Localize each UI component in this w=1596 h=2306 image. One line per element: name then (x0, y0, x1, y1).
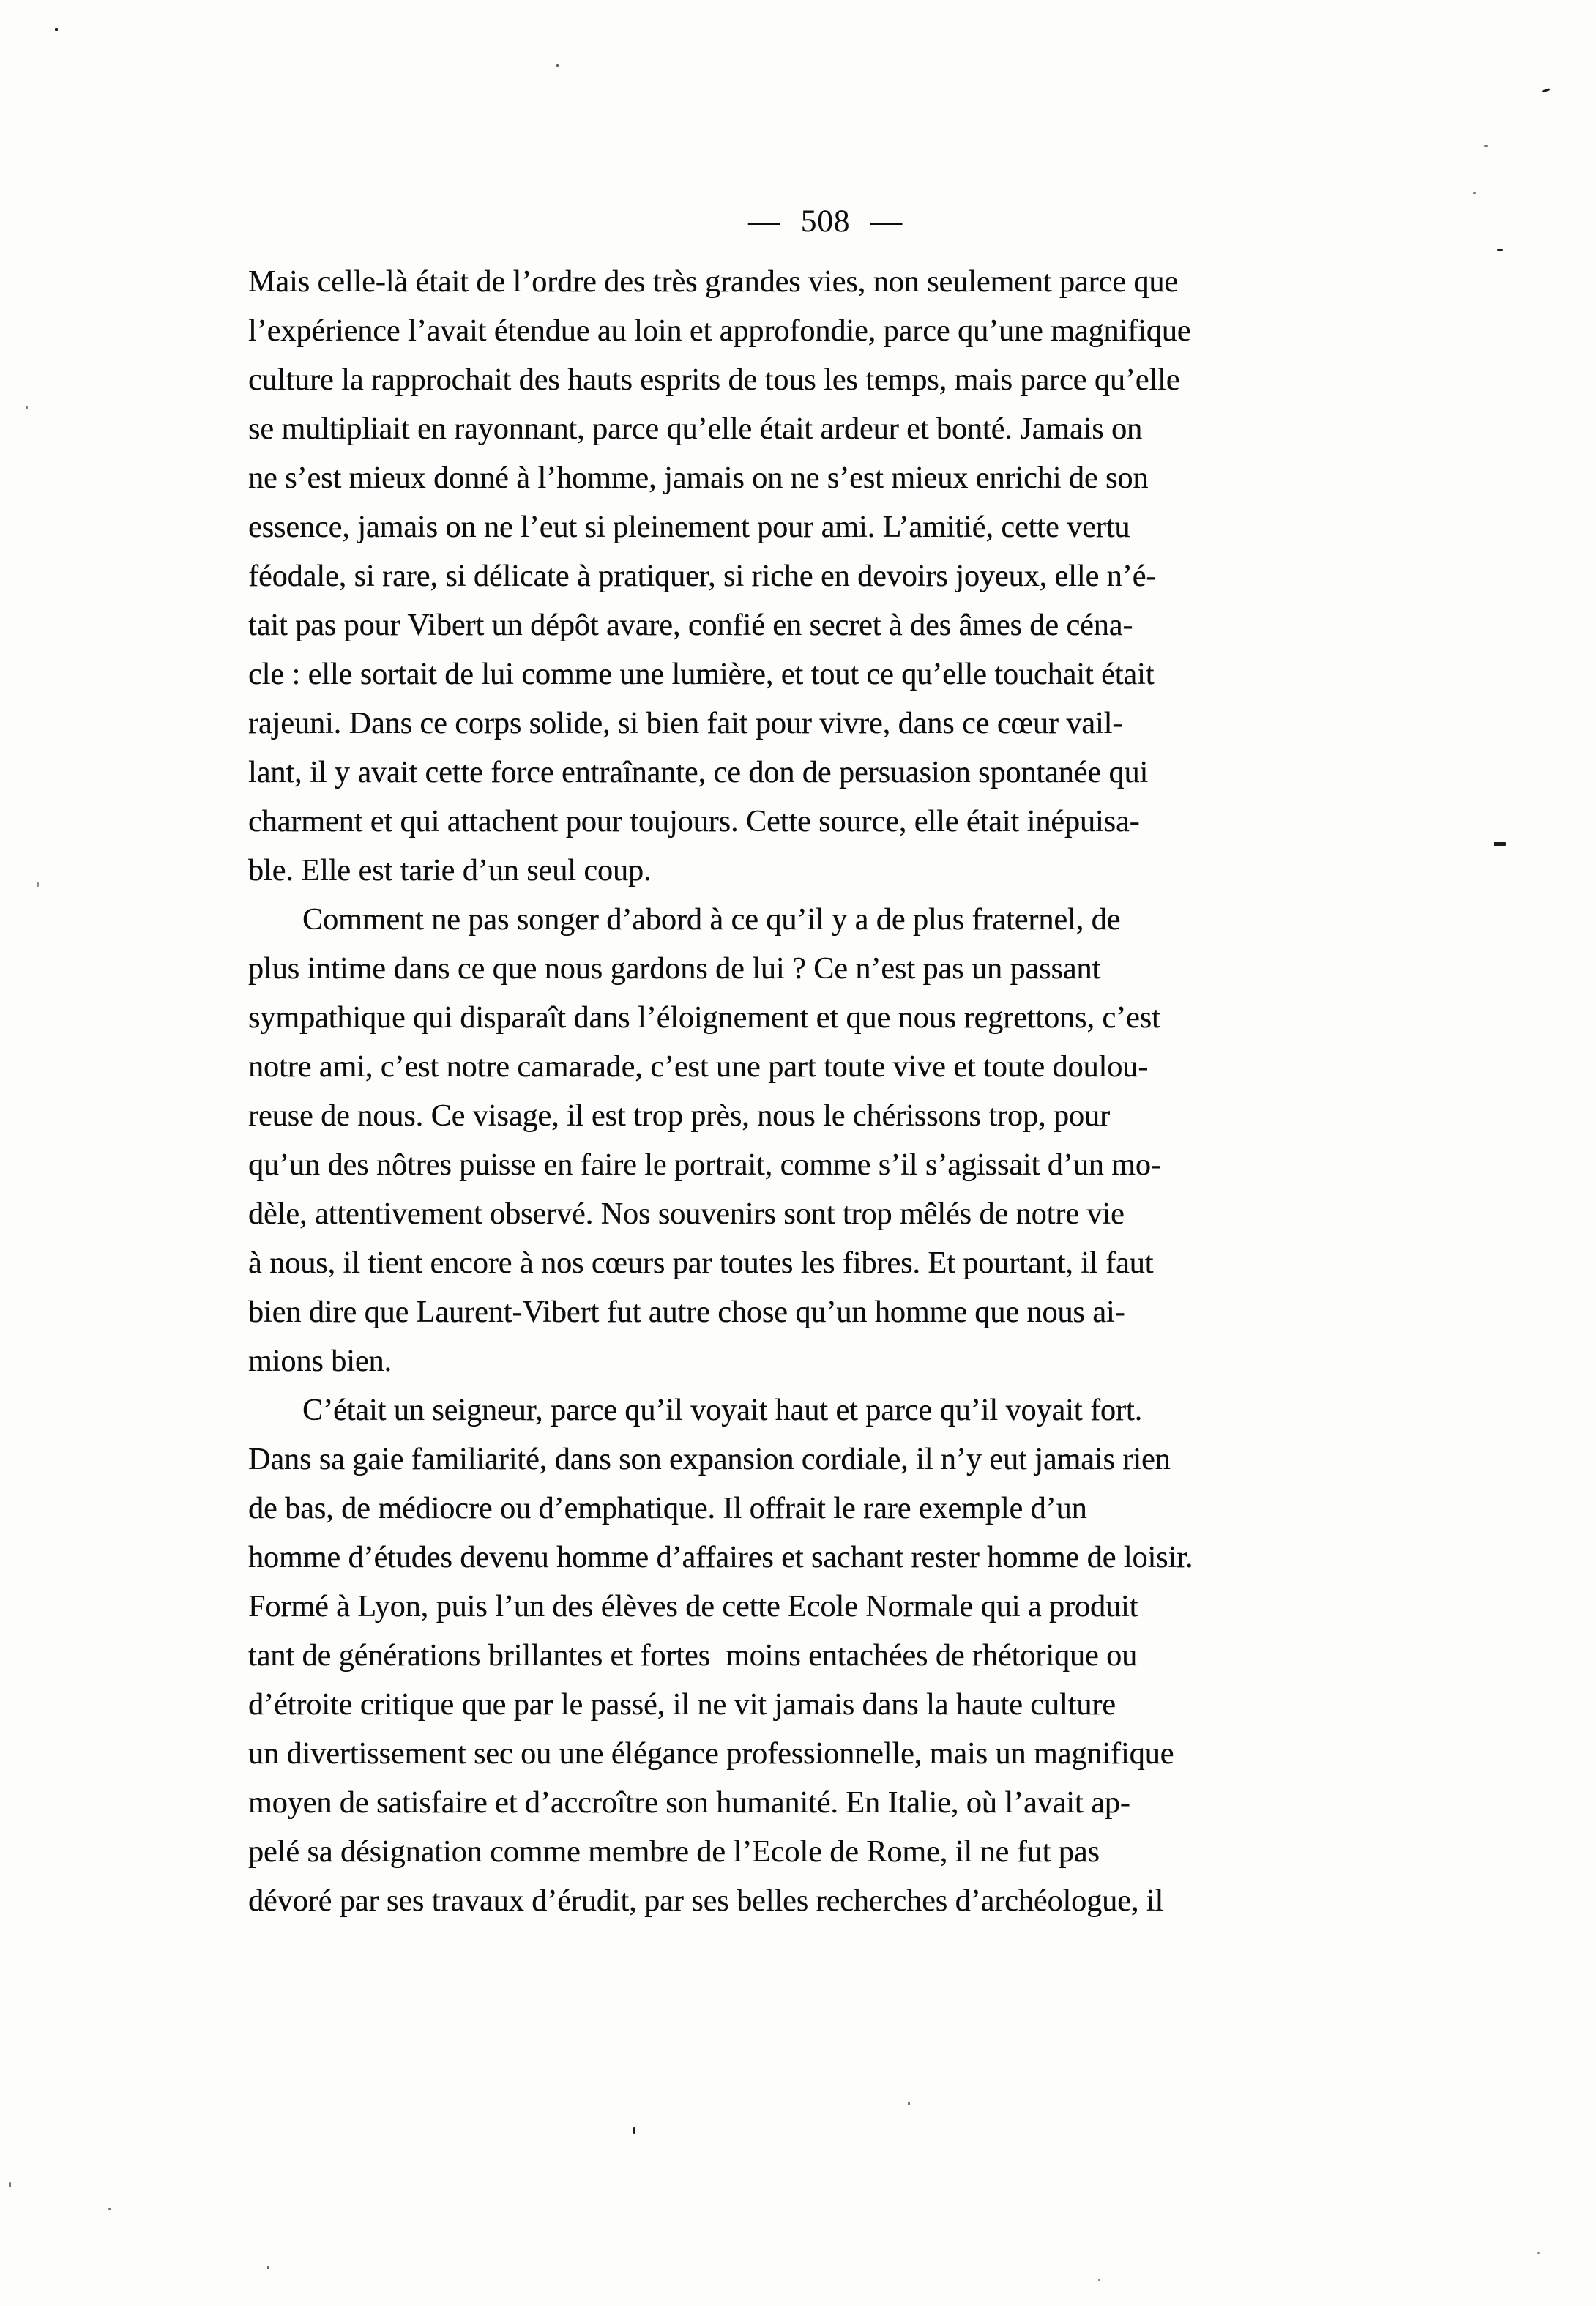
text-line: cle : elle sortait de lui comme une lumière, et tout ce qu’elle touchait était (248, 658, 1155, 691)
text-line: tant de générations brillantes et fortes moins entachées de rhétorique ou (248, 1639, 1138, 1673)
text-line: charment et qui attachent pour toujours. Cette source, elle était inépuisa- (248, 805, 1140, 838)
text-line: dèle, attentivement observé. Nos souvenirs sont trop mêlés de notre vie (248, 1197, 1125, 1231)
scan-speck (267, 2266, 269, 2269)
text-line: féodale, si rare, si délicate à pratiquer, si riche en devoirs joyeux, elle n’é- (248, 559, 1157, 593)
text-line: sympathique qui disparaît dans l’éloignement et que nous regrettons, c’est (248, 1001, 1160, 1035)
text-line: lant, il y avait cette force entraînante, ce don de persuasion spontanée qui (248, 756, 1149, 789)
scan-speck (1484, 145, 1488, 147)
scan-speck (633, 2127, 635, 2134)
text-line: d’étroite critique que par le passé, il ne vit jamais dans la haute culture (248, 1688, 1116, 1722)
scan-speck (1494, 842, 1506, 846)
scan-speck (37, 882, 39, 887)
scan-speck (1537, 2252, 1540, 2254)
scan-speck (1497, 249, 1503, 251)
text-line: C’était un seigneur, parce qu’il voyait haut et parce qu’il voyait fort. (302, 1394, 1143, 1427)
scan-speck (1542, 88, 1550, 92)
text-block (248, 258, 1436, 1926)
text-line: dévoré par ses travaux d’érudit, par ses belles recherches d’archéologue, il (248, 1884, 1164, 1918)
text-line: pelé sa désignation comme membre de l’Ecole de Rome, il ne fut pas (248, 1835, 1100, 1869)
text-line: bien dire que Laurent-Vibert fut autre chose qu’un homme que nous ai- (248, 1295, 1125, 1329)
text-line: essence, jamais on ne l’eut si pleinement pour ami. L’amitié, cette vertu (248, 510, 1130, 544)
text-line: plus intime dans ce que nous gardons de lui ? Ce n’est pas un passant (248, 952, 1101, 986)
text-line: culture la rapprochait des hauts esprits de tous les temps, mais parce qu’elle (248, 363, 1180, 397)
text-line: à nous, il tient encore à nos cœurs par toutes les fibres. Et pourtant, il faut (248, 1246, 1154, 1280)
scan-speck (55, 28, 58, 31)
text-line: mions bien. (248, 1344, 392, 1378)
text-line: moyen de satisfaire et d’accroître son humanité. En Italie, où l’avait ap- (248, 1786, 1130, 1820)
scan-speck (26, 406, 28, 409)
scan-speck (1473, 192, 1476, 194)
text-line: ne s’est mieux donné à l’homme, jamais on ne s’est mieux enrichi de son (248, 461, 1149, 495)
text-line: qu’un des nôtres puisse en faire le portrait, comme s’il s’agissait d’un mo- (248, 1148, 1161, 1182)
page-number: — 508 — (748, 204, 903, 239)
scan-speck (556, 64, 559, 67)
scan-speck (9, 2182, 11, 2187)
text-line: Dans sa gaie familiarité, dans son expansion cordiale, il n’y eut jamais rien (248, 1443, 1171, 1476)
text-line: notre ami, c’est notre camarade, c’est une part toute vive et toute doulou- (248, 1050, 1149, 1084)
text-line: Mais celle-là était de l’ordre des très grandes vies, non seulement parce que (248, 265, 1178, 299)
text-line: Comment ne pas songer d’abord à ce qu’il y a de plus fraternel, de (302, 903, 1121, 937)
text-line: de bas, de médiocre ou d’emphatique. Il offrait le rare exemple d’un (248, 1492, 1087, 1525)
text-line: l’expérience l’avait étendue au loin et approfondie, parce qu’une magnifique (248, 314, 1191, 348)
scan-speck (108, 2208, 111, 2210)
text-line: ble. Elle est tarie d’un seul coup. (248, 854, 652, 888)
text-line: se multipliait en rayonnant, parce qu’elle était ardeur et bonté. Jamais on (248, 412, 1143, 446)
text-line: un divertissement sec ou une élégance professionnelle, mais un magnifique (248, 1737, 1174, 1771)
scan-speck (1098, 2279, 1100, 2281)
text-line: tait pas pour Vibert un dépôt avare, confié en secret à des âmes de céna- (248, 609, 1133, 642)
text-line: reuse de nous. Ce visage, il est trop près, nous le chérissons trop, pour (248, 1099, 1110, 1133)
text-line: Formé à Lyon, puis l’un des élèves de cette Ecole Normale qui a produit (248, 1590, 1138, 1624)
text-line: homme d’études devenu homme d’affaires et sachant rester homme de loisir. (248, 1541, 1193, 1574)
scan-speck (908, 2102, 910, 2105)
text-line: rajeuni. Dans ce corps solide, si bien fait pour vivre, dans ce cœur vail- (248, 707, 1123, 740)
